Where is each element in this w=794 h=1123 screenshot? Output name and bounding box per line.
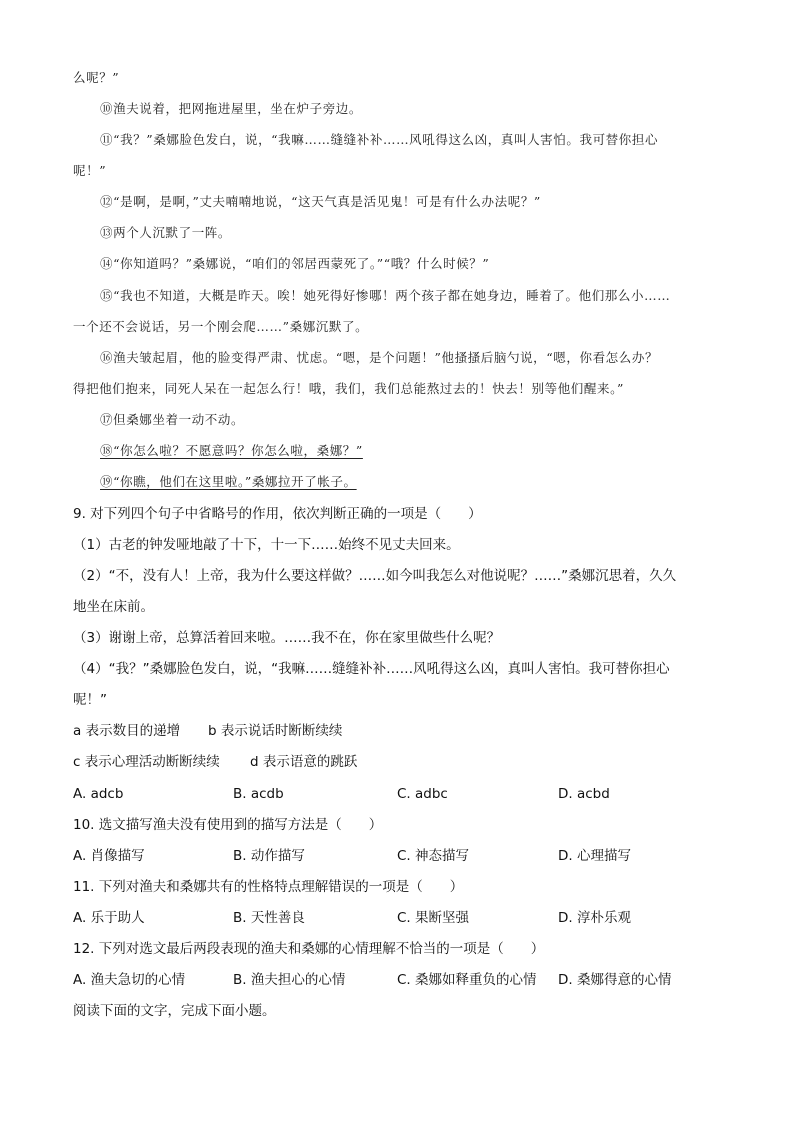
question-10-option-b[interactable]: B. 动作描写 <box>233 848 305 864</box>
passage-paragraph-16-cont: 得把他们抱来，同死人呆在一起怎么行！哦，我们，我们总能熬过去的！快去！别等他们醒来。” <box>73 381 624 396</box>
question-9-sentence-3: （3）谢谢上帝，总算活着回来啦。……我不在，你在家里做些什么呢？ <box>73 630 501 646</box>
passage-paragraph-11: ⑪“我？”桑娜脸色发白，说，“我嘛……缝缝补补……风吼得这么凶，真叫人害怕。我可替你担心 <box>100 132 659 147</box>
question-11-stem: 11. 下列对渔夫和桑娜共有的性格特点理解错误的一项是（ ） <box>73 879 464 895</box>
question-9-sentence-4-cont: 呢！” <box>73 692 107 708</box>
passage-paragraph-15-cont: 一个还不会说话，另一个刚会爬……”桑娜沉默了。 <box>73 319 369 334</box>
question-9-sentence-2: （2）“不，没有人！上帝，我为什么要这样做？……如今叫我怎么对他说呢？……”桑娜沉思着，久久 <box>73 568 677 584</box>
question-9-sentence-2-cont: 地坐在床前。 <box>73 599 154 615</box>
passage-paragraph-11-cont: 呢！” <box>73 163 107 178</box>
question-11-option-b[interactable]: B. 天性善良 <box>233 910 305 926</box>
question-9-stem: 9. 对下列四个句子中省略号的作用，依次判断正确的一项是（ ） <box>73 506 482 522</box>
next-section-instruction: 阅读下面的文字，完成下面小题。 <box>73 1003 276 1019</box>
question-12-option-a[interactable]: A. 渔夫急切的心情 <box>73 972 186 988</box>
question-9-key-b: b 表示说话时断断续续 <box>208 723 343 739</box>
passage-paragraph-10: ⑩渔夫说着，把网拖进屋里，坐在炉子旁边。 <box>100 101 363 116</box>
question-9-key-d: d 表示语意的跳跃 <box>250 754 358 770</box>
question-10-option-d[interactable]: D. 心理描写 <box>558 848 631 864</box>
passage-paragraph-18: ⑱“你怎么啦？不愿意吗？你怎么啦，桑娜？” <box>100 443 363 458</box>
question-9-sentence-1: （1）古老的钟发哑地敲了十下，十一下……始终不见丈夫回来。 <box>73 537 460 553</box>
passage-paragraph-13: ⑬两个人沉默了一阵。 <box>100 225 232 240</box>
question-12-stem: 12. 下列对选文最后两段表现的渔夫和桑娜的心情理解不恰当的一项是（ ） <box>73 941 545 957</box>
question-9-option-a[interactable]: A. adcb <box>73 786 124 802</box>
question-9-option-c[interactable]: C. adbc <box>397 786 448 802</box>
question-10-option-c[interactable]: C. 神态描写 <box>397 848 470 864</box>
question-11-option-a[interactable]: A. 乐于助人 <box>73 910 145 926</box>
passage-line: 么呢？” <box>73 70 120 85</box>
question-11-option-c[interactable]: C. 果断坚强 <box>397 910 470 926</box>
question-10-stem: 10. 选文描写渔夫没有使用到的描写方法是（ ） <box>73 817 383 833</box>
passage-paragraph-17: ⑰但桑娜坐着一动不动。 <box>100 412 245 427</box>
question-12-option-d[interactable]: D. 桑娜得意的心情 <box>558 972 672 988</box>
question-12-option-c[interactable]: C. 桑娜如释重负的心情 <box>397 972 537 988</box>
question-9-option-b[interactable]: B. acdb <box>233 786 284 802</box>
question-10-option-a[interactable]: A. 肖像描写 <box>73 848 145 864</box>
passage-paragraph-15: ⑮“我也不知道，大概是昨天。唉！她死得好惨哪！两个孩子都在她身边，睡着了。他们那么小…… <box>100 288 671 303</box>
passage-paragraph-16: ⑯渔夫皱起眉，他的脸变得严肃、忧虑。“嗯，是个问题！”他搔搔后脑勺说，“嗯，你看怎么办？ <box>100 350 659 365</box>
question-12-option-b[interactable]: B. 渔夫担心的心情 <box>233 972 346 988</box>
question-11-option-d[interactable]: D. 淳朴乐观 <box>558 910 631 926</box>
passage-paragraph-12: ⑫“是啊，是啊，”丈夫喃喃地说，“这天气真是活见鬼！可是有什么办法呢？” <box>100 194 541 209</box>
passage-paragraph-14: ⑭“你知道吗？”桑娜说，“咱们的邻居西蒙死了。”“哦？什么时候？” <box>100 256 490 271</box>
passage-paragraph-19: ⑲“你瞧，他们在这里啦。”桑娜拉开了帐子。 <box>100 474 357 489</box>
question-9-sentence-4: （4）“我？”桑娜脸色发白，说，“我嘛……缝缝补补……风吼得这么凶，真叫人害怕。我可替你担心 <box>73 661 670 677</box>
question-9-key-c: c 表示心理活动断断续续 <box>73 754 220 770</box>
question-9-key-a: a 表示数目的递增 <box>73 723 181 739</box>
question-9-option-d[interactable]: D. acbd <box>558 786 610 802</box>
